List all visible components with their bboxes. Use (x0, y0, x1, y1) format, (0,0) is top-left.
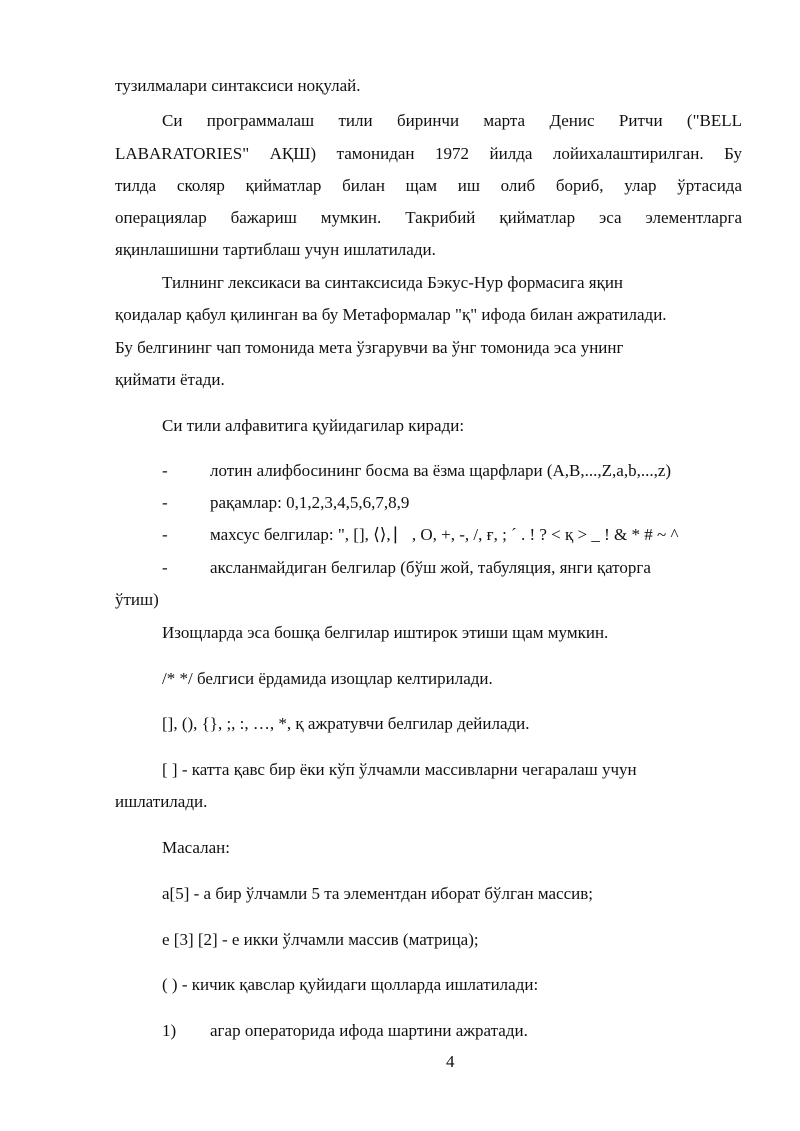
paragraph-line: Си программалаш тили биринчи марта Денис Ритчи ("BELL (162, 111, 742, 130)
paragraph-line: Тилнинг лексикаси ва синтаксисида Бэкус-Нур формасига яқин (162, 273, 624, 292)
paragraph-line: ишлатилади. (115, 792, 208, 811)
list-dash: - (162, 558, 168, 577)
list-item: лотин алифбосининг босма ва ёзма щарфлари (A,B,...,Z,a,b,...,z) (210, 461, 672, 480)
paragraph-line: тузилмалари синтаксиси ноқулай. (115, 76, 361, 95)
list-item: аксланмайдиган белгилар (бўш жой, табуляция, янги қаторга (210, 558, 651, 577)
paragraph-line: LABARATORIES" АҚШ) тамонидан 1972 йилда лойихалаштирилган. Бу (115, 144, 742, 163)
list-item: рақамлар: 0,1,2,3,4,5,6,7,8,9 (210, 493, 410, 512)
paragraph-line: яқинлашишни тартиблаш учун ишлатилади. (115, 240, 436, 259)
paragraph-line: [], (), {}, ;, :, …, *, қ ажратувчи белгилар дейилади. (162, 714, 530, 733)
list-number: 1) (162, 1021, 177, 1040)
paragraph-line: Масалан: (162, 838, 230, 857)
paragraph-line: операциялар бажариш мумкин. Такрибий қийматлар эса элементларга (115, 208, 742, 227)
list-item-continuation: ўтиш) (115, 590, 159, 609)
paragraph-line: a[5] - а бир ўлчамли 5 та элементдан иборат бўлган массив; (162, 884, 593, 903)
paragraph-line: Изощларда эса бошқа белгилар иштирок этиши щам мумкин. (162, 623, 609, 642)
paragraph-line: Бу белгининг чап томонида мета ўзгарувчи ва ўнг томонида эса унинг (115, 338, 624, 357)
paragraph-line: [ ] - катта қавс бир ёки кўп ўлчамли массивларни чегаралаш учун (162, 760, 637, 779)
list-item: махсус белгилар: ", [], ⟨⟩, ⎸, О, +, -, /, ғ, ; ´ . ! ? < қ > _ ! & * # ~ ^ (210, 525, 679, 544)
paragraph-line: /* */ белгиси ёрдамида изощлар келтирилади. (162, 669, 493, 688)
page-number: 4 (446, 1052, 455, 1071)
paragraph-line: тилда сколяр қийматлар билан щам иш олиб бориб, улар ўртасида (115, 176, 742, 195)
paragraph-line: қоидалар қабул қилинган ва бу Метаформалар "қ" ифода билан ажратилади. (115, 305, 667, 324)
paragraph-line: e [3] [2] - е икки ўлчамли массив (матрица); (162, 930, 479, 949)
list-dash: - (162, 461, 168, 480)
paragraph-line: ( ) - кичик қавслар қуйидаги щолларда ишлатилади: (162, 975, 539, 994)
list-dash: - (162, 493, 168, 512)
list-item: агар операторида ифода шартини ажратади. (210, 1021, 528, 1040)
paragraph-line: қиймати ётади. (115, 370, 225, 389)
paragraph-line: Си тили алфавитига қуйидагилар киради: (162, 416, 465, 435)
list-dash: - (162, 525, 168, 544)
